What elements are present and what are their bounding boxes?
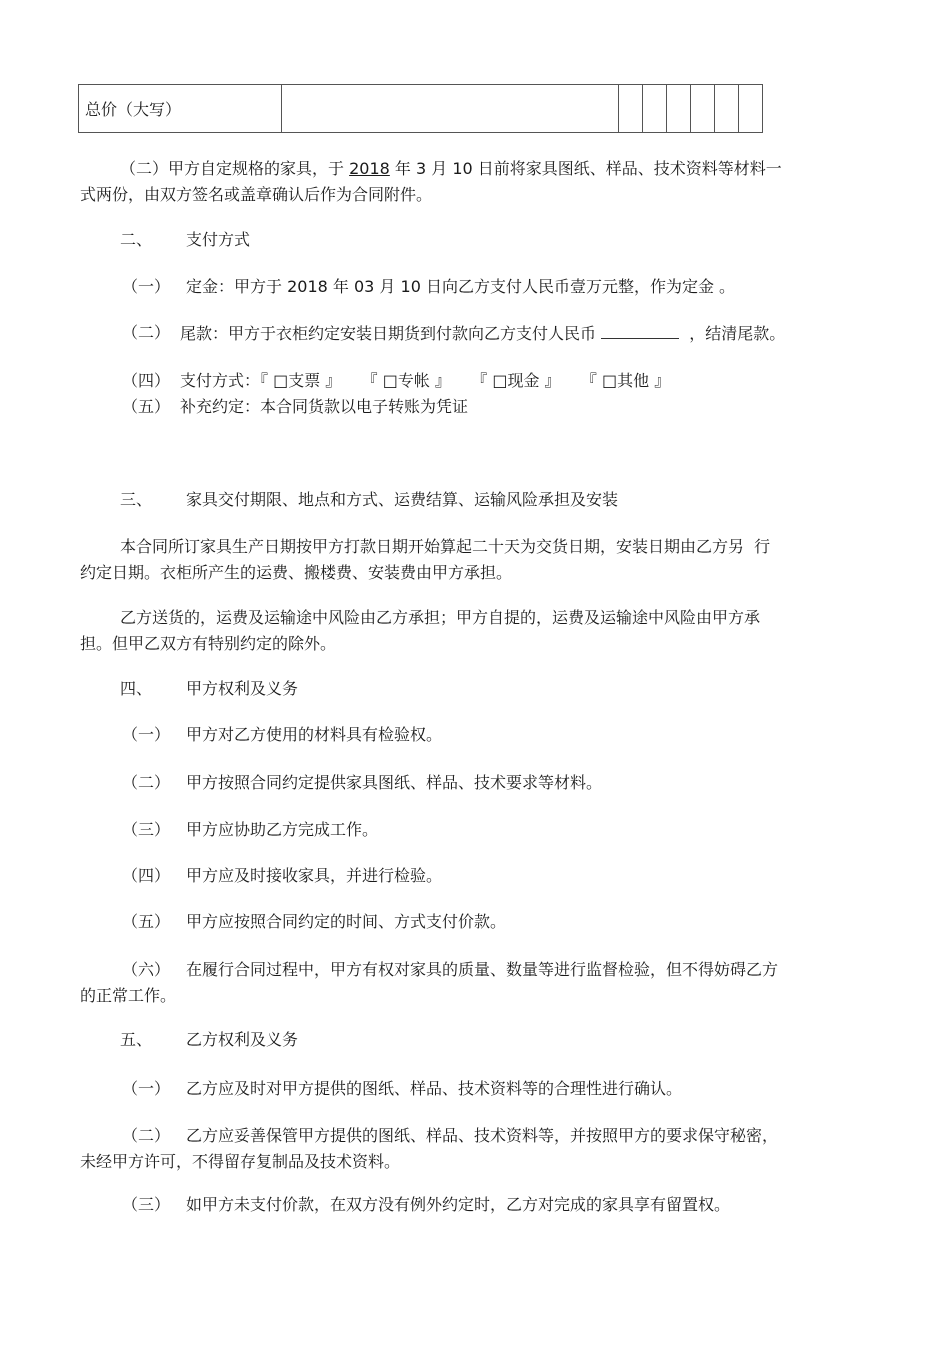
party-a-item-label: （一）	[122, 725, 171, 744]
digit-cell	[643, 85, 667, 133]
section-5-number: 五、	[120, 1030, 153, 1049]
custom-spec-year: 2018	[349, 159, 390, 178]
digit-cell	[667, 85, 691, 133]
party-a-item-text: 在履行合同过程中，甲方有权对家具的质量、数量等进行监督检验，但不得妨碍乙方	[186, 960, 779, 979]
total-price-amount-cell	[282, 85, 619, 133]
party-b-item-label: （一）	[122, 1079, 171, 1098]
party-b-item-text: 乙方应及时对甲方提供的图纸、样品、技术资料等的合理性进行确认。	[186, 1079, 683, 1098]
deposit-text: 定金：甲方于 2018 年 03 月 10 日向乙方支付人民币壹万元整，作为定金 。	[186, 277, 736, 296]
total-price-label: 总价（大写）	[79, 85, 282, 133]
party-a-item-text: 甲方按照合同约定提供家具图纸、样品、技术要求等材料。	[186, 773, 603, 792]
section-2-title: 支付方式	[186, 230, 251, 249]
amount-blank	[601, 322, 679, 339]
party-a-item-text: 甲方应及时接收家具，并进行检验。	[186, 866, 443, 885]
supplement-label: （五）	[122, 397, 171, 416]
party-b-item-text: 如甲方未支付价款，在双方没有例外约定时，乙方对完成的家具享有留置权。	[186, 1195, 731, 1214]
final-payment-text: 尾款：甲方于衣柜约定安装日期货到付款向乙方支付人民币	[180, 324, 597, 343]
digit-cell	[691, 85, 715, 133]
delivery-para-2-line-1: 乙方送货的，运费及运输途中风险由乙方承担；甲方自提的，运费及运输途中风险由甲方承	[120, 608, 761, 627]
delivery-para-1-line-2: 约定日期。衣柜所产生的运费、搬楼费、安装费由甲方承担。	[80, 563, 513, 582]
party-a-item-label: （六）	[122, 960, 171, 979]
payment-method-label: （四）	[122, 371, 171, 390]
section-3-number: 三、	[120, 490, 153, 509]
party-a-item-text: 甲方应协助乙方完成工作。	[186, 820, 379, 839]
supplement-text: 补充约定：本合同货款以电子转账为凭证	[180, 397, 469, 416]
final-payment-end: ，结清尾款。	[689, 324, 786, 343]
party-b-item-label: （二）	[122, 1126, 171, 1145]
party-a-item-label: （五）	[122, 912, 171, 931]
final-payment-label: （二）	[122, 323, 171, 342]
custom-spec-line-2: 式两份，由双方签名或盖章确认后作为合同附件。	[80, 185, 433, 204]
party-a-item-6-continuation: 的正常工作。	[80, 986, 177, 1005]
custom-spec-text: （二）甲方自定规格的家具，于	[120, 159, 345, 178]
custom-spec-line-1	[120, 158, 782, 180]
digit-cell	[715, 85, 739, 133]
party-b-item-2-continuation: 未经甲方许可，不得留存复制品及技术资料。	[80, 1152, 401, 1171]
section-5-title: 乙方权利及义务	[186, 1030, 299, 1049]
custom-spec-text-end: 年 3 月 10 日前将家具图纸、样品、技术资料等材料一	[394, 159, 782, 178]
party-a-item-label: （四）	[122, 866, 171, 885]
delivery-para-1-line-1: 本合同所订家具生产日期按甲方打款日期开始算起二十天为交货日期，安装日期由乙方另 行	[120, 537, 771, 556]
section-4-number: 四、	[120, 679, 153, 698]
digit-cell	[739, 85, 763, 133]
party-a-item-text: 甲方应按照合同约定的时间、方式支付价款。	[186, 912, 507, 931]
party-a-item-text: 甲方对乙方使用的材料具有检验权。	[186, 725, 443, 744]
party-b-item-text: 乙方应妥善保管甲方提供的图纸、样品、技术资料等，并按照甲方的要求保守秘密，	[186, 1126, 779, 1145]
delivery-para-2-line-2: 担。但甲乙双方有特别约定的除外。	[80, 634, 337, 653]
final-payment-line	[180, 322, 785, 345]
section-2-number: 二、	[120, 230, 153, 249]
digit-cell	[619, 85, 643, 133]
section-3-title: 家具交付期限、地点和方式、运费结算、运输风险承担及安装	[186, 490, 619, 509]
total-price-table	[78, 84, 763, 133]
party-b-item-label: （三）	[122, 1195, 171, 1214]
section-4-title: 甲方权利及义务	[186, 679, 299, 698]
payment-method-text: 支付方式：『 □支票 』 『 □专帐 』 『 □现金 』 『 □其他 』	[180, 371, 671, 390]
party-a-item-label: （三）	[122, 820, 171, 839]
party-a-item-label: （二）	[122, 773, 171, 792]
deposit-label: （一）	[122, 277, 171, 296]
